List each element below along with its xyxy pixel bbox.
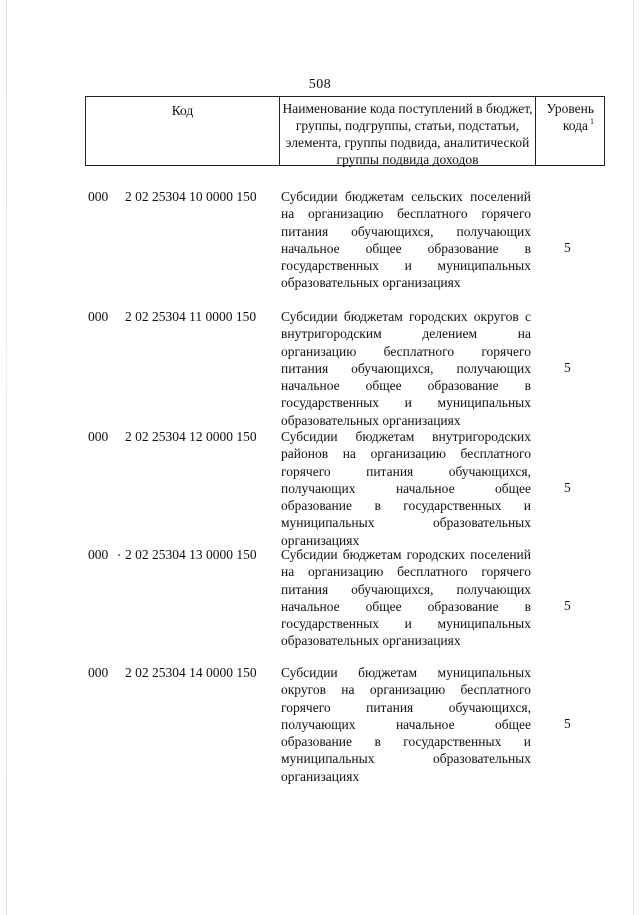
income-description: Субсидии бюджетам внутригородских районов на организацию бесплатного горячего питания обучающихся, получающих начальное общее образование в государственных и муниципальных образовательных организациях	[281, 429, 531, 548]
scan-edge-left	[6, 0, 7, 915]
header-level-wrap	[536, 97, 604, 134]
code-level: 5	[564, 360, 571, 375]
header-level-cell	[536, 97, 604, 165]
admin-code: 000	[88, 309, 109, 324]
income-description: Субсидии бюджетам городских округов с внутригородским делением на организацию бесплатного горячего питания обучающихся, получающих начальное общее образование в государственных и муниципальных образовательных организациях	[281, 309, 531, 428]
header-name-cell	[280, 97, 536, 165]
income-code: 2 02 25304 10 0000 150	[125, 189, 257, 204]
income-description: Субсидии бюджетам муниципальных округов на организацию бесплатного горячего питания обучающихся, получающих начальное общее образование в государственных и муниципальных образовательных организациях	[281, 665, 531, 784]
income-code: 2 02 25304 11 0000 150	[125, 309, 257, 324]
table-header	[85, 96, 605, 166]
income-description: Субсидии бюджетам сельских поселений на организацию бесплатного горячего питания обучающихся, получающих начальное общее образование в государственных и муниципальных образовательных организациях	[281, 189, 531, 291]
code-level: 5	[564, 480, 571, 495]
scan-edge-right	[633, 0, 634, 915]
code-level: 5	[564, 598, 571, 613]
income-code: 2 02 25304 12 0000 150	[125, 429, 257, 444]
scan-speck	[118, 554, 120, 556]
admin-code: 000	[88, 665, 109, 680]
header-code-cell	[86, 97, 280, 165]
admin-code: 000	[88, 429, 109, 444]
header-level-footnote: 1	[590, 117, 594, 126]
page-number: 508	[308, 77, 332, 92]
header-code-label: Код	[171, 103, 194, 118]
income-code: 2 02 25304 14 0000 150	[125, 665, 257, 680]
income-description: Субсидии бюджетам городских поселений на организацию бесплатного горячего питания обучающихся, получающих начальное общее образование в государственных и муниципальных образовательных организациях	[281, 547, 531, 649]
code-level: 5	[564, 240, 571, 255]
header-level-label: Уровень кода	[546, 101, 594, 133]
income-code: 2 02 25304 13 0000 150	[125, 547, 257, 562]
code-level: 5	[564, 716, 571, 731]
header-name-label: Наименование кода поступлений в бюджет, группы, подгруппы, статьи, подстатьи, элемента, группы подвида, аналитической группы подвида доходов	[282, 101, 533, 167]
admin-code: 000	[88, 189, 109, 204]
admin-code: 000	[88, 547, 109, 562]
